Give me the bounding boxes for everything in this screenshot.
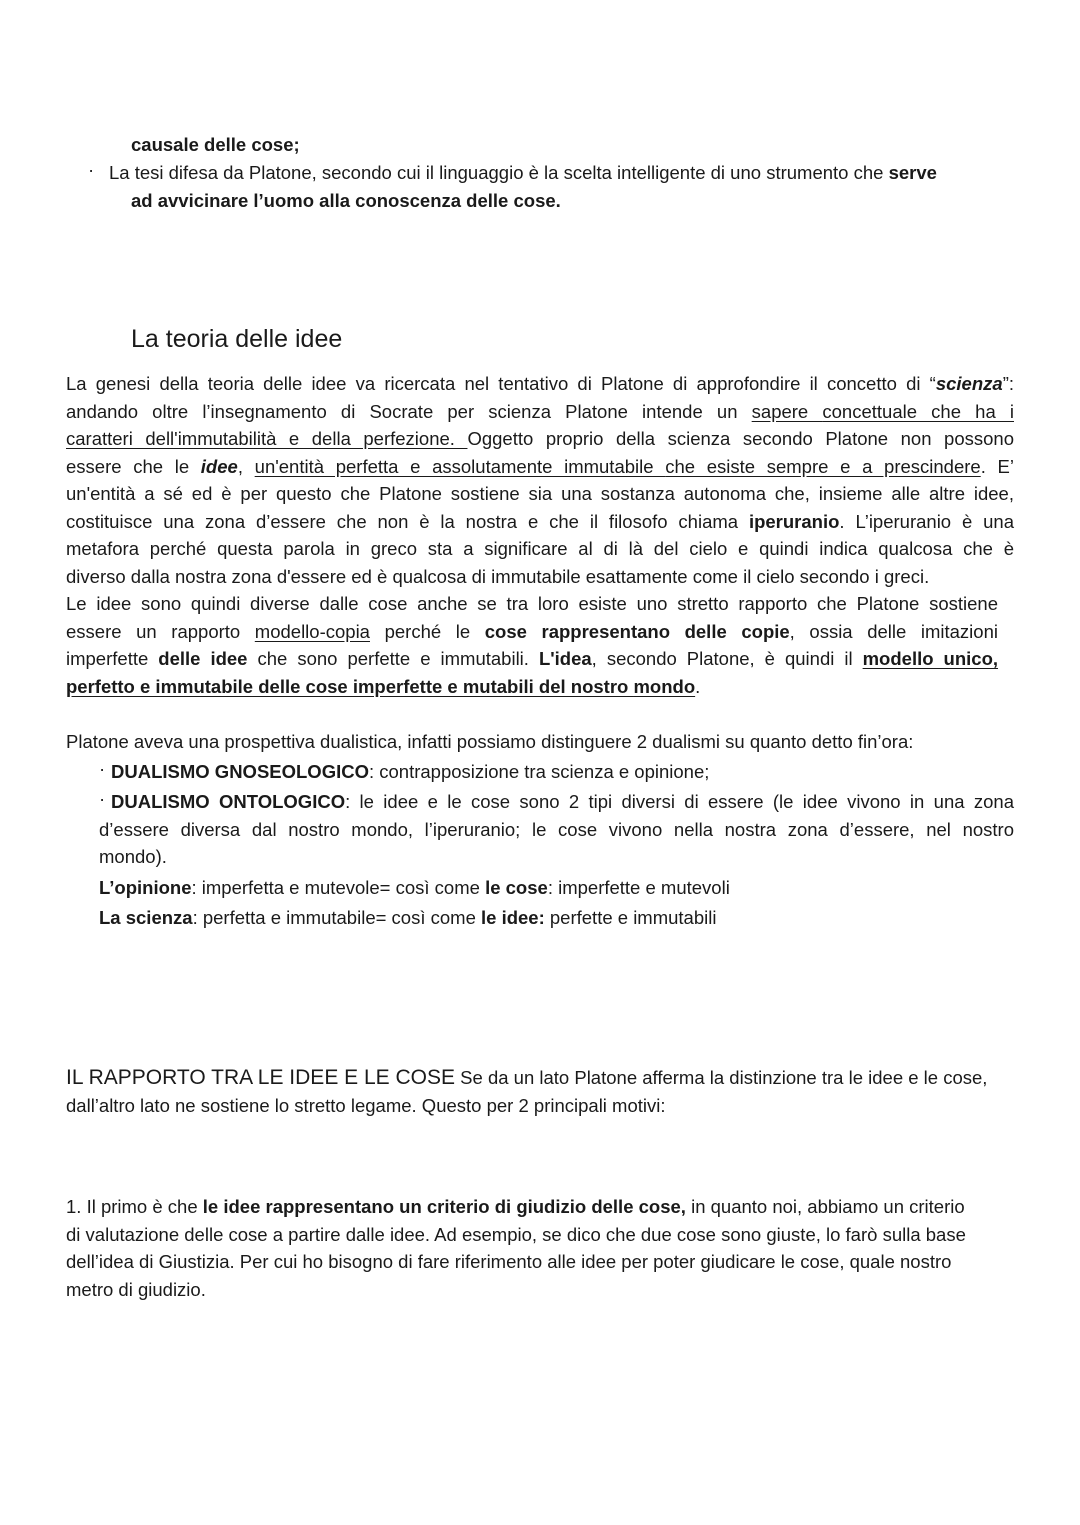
list-item-linguaggio-cont: ad avvicinare l’uomo alla conoscenza delle cose. [131, 190, 561, 211]
list-item-continuation: causale delle cose; [131, 134, 300, 155]
paragraph-modello-unico: imperfette delle idee che sono perfette e immutabili. L'idea, secondo Platone, è quindi il modello unico, perfetto e immutabile delle cose imperfette e mutabili del nostro mondo. [66, 648, 999, 697]
dualismo-gnoseologico: DUALISMO GNOSEOLOGICO: contrapposizione tra scienza e opinione; [111, 761, 710, 782]
dualismo-ontologico: DUALISMO ONTOLOGICO: le idee e le cose sono 2 tipi diversi di essere (le idee vivono in una zona d’essere diversa dal nostro mondo, l’iperuranio; le cose vivono nella nostra zona d’essere, nel nostro mondo). [99, 791, 1014, 867]
scienza-line: La scienza: perfetta e immutabile= così come le idee: perfette e immutabili [99, 907, 717, 928]
paragraph-modello-copia: Le idee sono quindi diverse dalle cose anche se tra loro esiste uno stretto rapporto che Platone sostiene essere un rapporto modello-copia perché le cose rappresentano delle copie, ossia delle imitazioni [66, 593, 998, 642]
section-heading-teoria-idee: La teoria delle idee [131, 325, 343, 353]
section-heading-rapporto: IL RAPPORTO TRA LE IDEE E LE COSE [66, 1066, 456, 1089]
bullet-icon: · [88, 159, 95, 180]
paragraph-teoria-idee: La genesi della teoria delle idee va ricercata nel tentativo di Platone di approfondire il concetto di “scienza”: andando oltre l’insegnamento di Socrate per scienza Platone intende un sapere concettuale che ha i caratteri dell'immutabilità e della perfezione. Oggetto proprio della scienza secondo Platone non possono essere che le idee, un'entità perfetta e assolutamente immutabile che esiste sempre e a prescindere. E’ un'entità a sé ed è per questo che Platone sostiene sia una sostanza autonoma che, insieme alle altre idee, costituisce una zona d’essere che non è la nostra e che il filosofo chiama iperuranio. L’iperuranio è una metafora perché questa parola in greco sta a significare al di là del cielo e quindi indica qualcosa che è diverso dalla nostra zona d'essere ed è qualcosa di immutabile esattamente come il cielo secondo i greci. [66, 373, 1015, 587]
dualismi-intro: Platone aveva una prospettiva dualistica, infatti possiamo distinguere 2 dualismi su quanto detto fin’ora: [66, 731, 914, 752]
bullet-icon: · [99, 758, 106, 779]
bullet-icon: · [99, 788, 106, 809]
rapporto-idee-cose: IL RAPPORTO TRA LE IDEE E LE COSE Se da un lato Platone afferma la distinzione tra le idee e le cose, dall’altro lato ne sostiene lo stretto legame. Questo per 2 principali motivi: [66, 1066, 988, 1116]
opinione-line: L’opinione: imperfetta e mutevole= così come le cose: imperfette e mutevoli [99, 877, 730, 898]
list-item-linguaggio: La tesi difesa da Platone, secondo cui il linguaggio è la scelta intelligente di uno strumento che serve [109, 162, 937, 183]
paragraph-criterio-giudizio: 1. Il primo è che le idee rappresentano un criterio di giudizio delle cose, in quanto noi, abbiamo un criterio di valutazione delle cose a partire dalle idee. Ad esempio, se dico che due cose sono giuste, lo farò sulla base dell’idea di Giustizia. Per cui ho bisogno di fare riferimento alle idee per poter giudicare le cose, quale nostro metro di giudizio. [66, 1196, 966, 1300]
